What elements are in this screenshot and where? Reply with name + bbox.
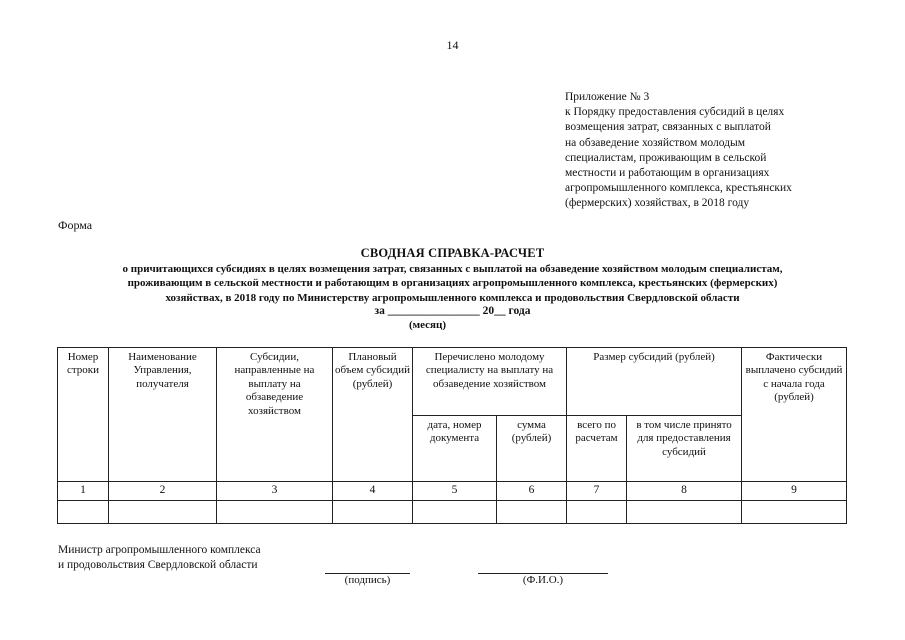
column-number: 7 [567,482,627,501]
appendix-line: к Порядку предоставления субсидий в целях [565,106,785,119]
appendix-line: возмещения затрат, связанных с выплатой [565,121,771,134]
subtitle-line: проживающим в сельской местности и работающим в организациях агропромышленного комплекса, крестьянских (фермерских) [127,277,778,290]
header-row-number: Номер строки [58,348,109,482]
document-subtitle [40,262,865,305]
document-title: СВОДНАЯ СПРАВКА-РАСЧЕТ [360,246,545,260]
empty-cell [333,501,413,524]
month-caption-row [0,319,905,331]
name-caption: (Ф.И.О.) [522,574,564,586]
header-actually-paid: Фактически выплачено субсидий с начала года (рублей) [742,348,847,482]
empty-cell [109,501,217,524]
signature-caption: (подпись) [344,574,391,586]
summary-table [57,347,847,524]
empty-cell [58,501,109,524]
column-number: 2 [109,482,217,501]
header-document-date-number: дата, номер документа [413,416,497,482]
header-subsidies-directed: Субсидии, направленные на выплату на обзаведение хозяйством [217,348,333,482]
month-caption: (месяц) [408,319,446,331]
column-number: 1 [58,482,109,501]
subtitle-line: о причитающихся субсидиях в целях возмещения затрат, связанных с выплатой на обзаведение хозяйством молодым специалистам, [122,263,783,275]
column-number: 9 [742,482,847,501]
appendix-line: на обзаведение хозяйством молодым [565,136,746,149]
signer-line: Министр агропромышленного комплекса [58,544,261,556]
appendix-line: специалистам, проживающим в сельской [565,151,767,164]
appendix-line: (фермерских) хозяйствах, в 2018 году [565,197,750,210]
appendix-line: агропромышленного комплекса, крестьянских [565,182,792,195]
header-accepted-for-subsidies: в том числе принято для предоставления субсидий [627,416,742,482]
header-planned-volume: Плановый объем субсидий (рублей) [333,348,413,482]
column-number: 6 [497,482,567,501]
column-number: 4 [333,482,413,501]
empty-cell [497,501,567,524]
signer-line: и продовольствия Свердловской области [58,559,258,571]
column-number: 3 [217,482,333,501]
appendix-line: местности и работающим в организациях [565,167,770,180]
column-number: 5 [413,482,497,501]
signer-position [58,543,261,573]
form-label: Форма [58,218,93,232]
empty-cell [413,501,497,524]
appendix-line: Приложение № 3 [565,91,650,103]
column-numbers-row [58,482,847,501]
empty-cell [567,501,627,524]
header-total-by-calculation: всего по расчетам [567,416,627,482]
empty-cell [217,501,333,524]
period-line: за ________________ 20__ года [374,305,531,317]
header-transferred-group: Перечислено молодому специалисту на выплату на обзаведение хозяйством [413,348,567,416]
subtitle-line: хозяйствах, в 2018 году по Министерству агропромышленного комплекса и продовольствия Свердловской области [165,291,740,304]
empty-cell [627,501,742,524]
header-amount: сумма (рублей) [497,416,567,482]
header-subsidy-size-group: Размер субсидий (рублей) [567,348,742,416]
table-row [58,501,847,524]
empty-cell [742,501,847,524]
column-number: 8 [627,482,742,501]
page-number: 14 [446,38,459,52]
header-recipient-name: Наименование Управления, получателя [109,348,217,482]
appendix-block [565,90,865,212]
